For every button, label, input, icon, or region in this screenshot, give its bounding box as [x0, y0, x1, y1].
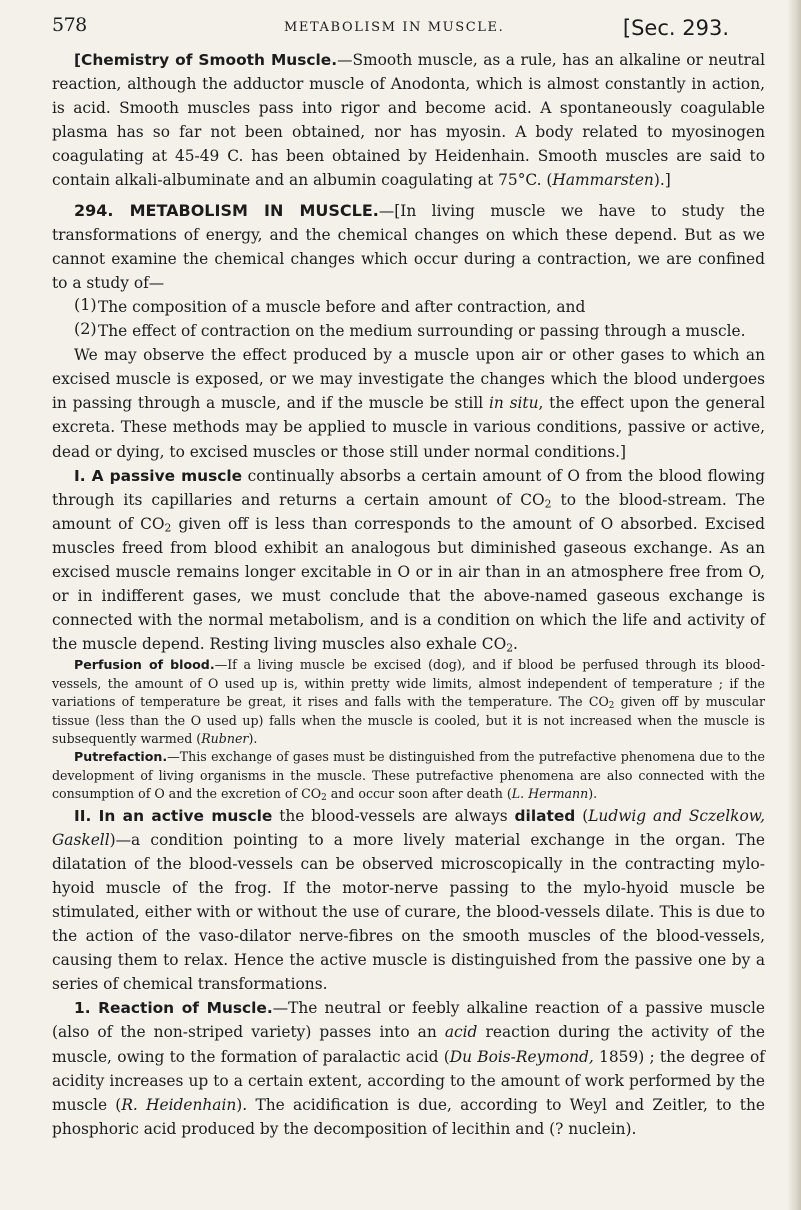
- list-item: [74, 295, 765, 319]
- bold-term: dilated: [514, 806, 576, 825]
- paragraph-lead: I. A passive muscle: [74, 466, 243, 485]
- paragraph-reaction-of-muscle: [52, 996, 765, 1141]
- list-text: The effect of contraction on the medium surrounding or passing through a muscle.: [98, 322, 746, 341]
- paragraph-lead: II. In an active muscle: [74, 806, 273, 825]
- list-text: The composition of a muscle before and after contraction, and: [98, 297, 586, 316]
- paragraph-text: ).]: [653, 171, 671, 190]
- subscript: 2: [544, 497, 552, 511]
- small-print-notes: [52, 656, 765, 803]
- paragraph-text: —[In living muscle we have to study the transformations of energy, and the chemical changes on which these depend. But as we cannot examine the chemical changes which occur during a contraction, we are confined to a study of—: [52, 201, 765, 292]
- paragraph-text: )—a condition pointing to a more lively material exchange in the organ. The dilatation of the blood-vessels can be observed microscopically in the contracting mylo-hyoid muscle of the frog. If the motor-nerve passing to the mylo-hyoid muscle be stimulated, either with or without the use of curare, the blood-vessels dilate. This is due to the action of the vaso-dilator nerve-fibres on the smooth muscles of the blood-vessels, causing them to relax. Hence the active muscle is distinguished from the passive one by a series of chemical transformations.: [52, 830, 765, 994]
- paragraph-text: reaction during the activity of the muscle, owing to the formation of paralactic acid (: [52, 1023, 765, 1066]
- paragraph-text: , the effect upon the general excreta. These methods may be applied to muscle in various conditions, passive or active, dead or dying, to excised muscles or those still under normal conditions.]: [52, 394, 765, 461]
- emphasis: in situ: [488, 394, 539, 413]
- paragraph-text: —Smooth muscle, as a rule, has an alkaline or neutral reaction, although the adductor muscle of Anodonta, which is almost constantly in action, is acid. Smooth muscles pass into rigor and become acid. A spontaneously coagulable plasma has so far not been obtained, nor has myosin. A body related to myosinogen coagulating at 45-49 C. has been obtained by Heidenhain. Smooth muscles are said to contain alkali-albuminate and an albumin coagulating at 75°C. (: [52, 51, 765, 190]
- note-putrefaction: [52, 748, 765, 803]
- section-heading: 294. METABOLISM IN MUSCLE.: [74, 200, 379, 220]
- paragraph-text: the blood-vessels are always: [272, 806, 515, 825]
- subscript: 2: [321, 793, 327, 804]
- citation: L. Hermann: [511, 786, 589, 802]
- paragraph-text: .: [513, 635, 518, 654]
- list-number: (1): [74, 294, 97, 314]
- paragraph-text: (: [575, 806, 589, 825]
- emphasis: acid: [444, 1023, 478, 1042]
- paragraph-lead: 1. Reaction of Muscle.: [74, 999, 273, 1018]
- paragraph-passive-muscle: [52, 464, 765, 657]
- note-lead: Perfusion of blood.: [74, 657, 215, 673]
- citation: R. Heidenhain: [121, 1095, 237, 1114]
- note-lead: Putrefaction.: [74, 749, 168, 765]
- running-head: METABOLISM IN MUSCLE.: [284, 20, 505, 35]
- paragraph-text: We may observe the effect produced by a muscle upon air or other gases to which an excised muscle is exposed, or we may investigate the changes which the blood undergoes in passing through a muscle, and if the muscle be still: [52, 346, 765, 413]
- paragraph-text: ). The acidification is due, according to Weyl and Zeitler, to the phosphoric acid produced by the decomposition of lecithin and (? nuclein).: [52, 1095, 766, 1138]
- list-number: (2): [74, 319, 97, 339]
- numbered-list: [52, 295, 765, 343]
- section-reference: [Sec. 293.: [622, 16, 729, 40]
- citation: Ludwig and Sczelkow, Gaskell: [52, 806, 765, 849]
- paragraph-lead: [Chemistry of Smooth Muscle.: [74, 51, 338, 69]
- note-text: —If a living muscle be excised (dog), and if blood be perfused through its blood-vessels, the amount of O used up is, within pretty wide limits, almost independent of temperature ; if the variations of temperature be great, it rises and falls with the temperature. The CO: [52, 657, 765, 710]
- paragraph-text: to the blood-stream. The amount of CO: [52, 490, 765, 533]
- note-text: and occur soon after death (: [326, 786, 512, 802]
- page-number: 578: [52, 14, 87, 36]
- paragraph-text: continually absorbs a certain amount of O from the blood flowing through its capillaries and returns a certain amount of CO: [52, 466, 765, 509]
- note-text: ).: [588, 786, 598, 802]
- page-header: [52, 14, 765, 48]
- paragraph-active-muscle: [52, 804, 765, 997]
- list-item: [74, 319, 765, 343]
- subscript: 2: [164, 521, 172, 535]
- section-294-paragraph: [52, 199, 765, 295]
- subscript: 2: [608, 701, 615, 712]
- paragraph-chemistry-smooth-muscle: [52, 48, 765, 193]
- paragraph-observation-methods: [52, 343, 765, 463]
- citation: Du Bois-Reymond,: [449, 1047, 594, 1066]
- citation: Rubner: [201, 730, 249, 746]
- note-text: given off by muscular tissue (less than the O used up) falls when the muscle is cooled, but it is not increased when the muscle is subsequently warmed (: [52, 694, 765, 746]
- paragraph-text: —The neutral or feebly alkaline reaction of a passive muscle (also of the non-striped variety) passes into an: [52, 999, 765, 1042]
- paragraph-text: given off is less than corresponds to the amount of O absorbed. Excised muscles freed from blood exhibit an analogous but diminished gaseous exchange. As an excised muscle remains longer excitable in O or in air than in an atmosphere free from O, or in indifferent gases, we must conclude that the above-named gaseous exchange is connected with the normal metabolism, and is a condition on which the life and activity of the muscle depend. Resting living muscles also exhale CO: [52, 514, 765, 654]
- paragraph-text: 1859) ; the degree of acidity increases up to a certain extent, according to the amount of work performed by the muscle (: [52, 1047, 766, 1114]
- note-text: —This exchange of gases must be distinguished from the putrefactive phenomena due to the development of living organisms in the muscle. These putrefactive phenomena are also connected with the consumption of O and the excretion of CO: [52, 749, 765, 802]
- page-edge-shadow: [787, 0, 801, 1210]
- subscript: 2: [506, 641, 514, 655]
- note-perfusion: [52, 656, 765, 748]
- citation: Hammarsten: [552, 171, 654, 190]
- note-text: ).: [248, 730, 258, 746]
